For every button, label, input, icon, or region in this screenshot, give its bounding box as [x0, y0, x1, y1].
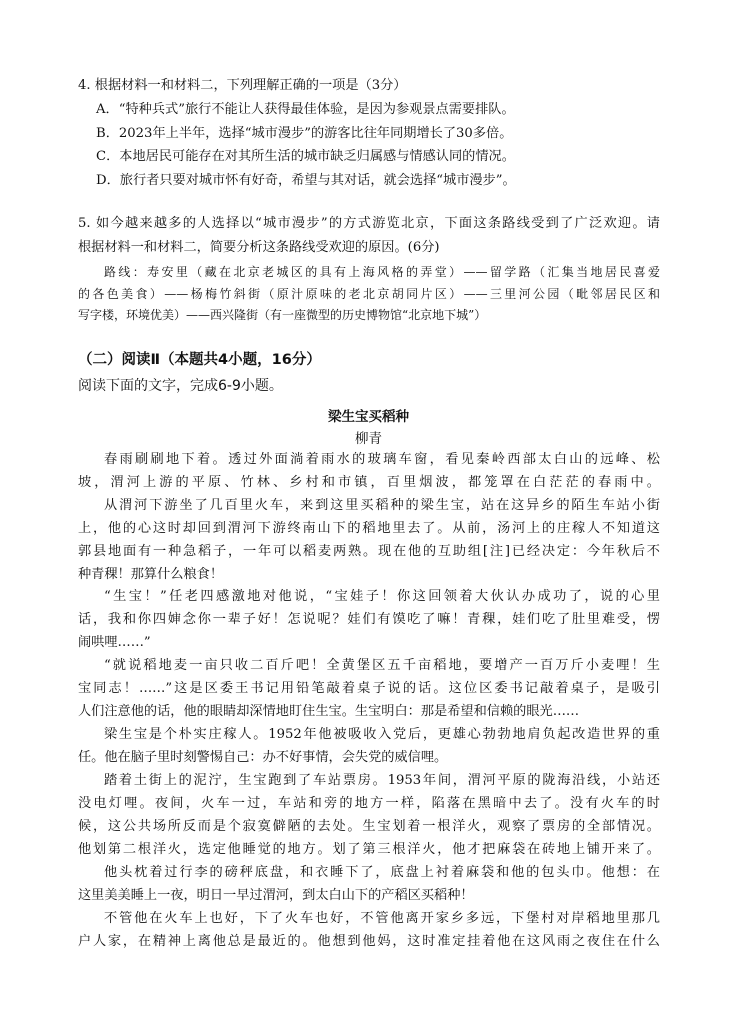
- question-4-option-d: D．旅行者只要对城市怀有好奇，希望与其对话，就会选择“城市漫步”。: [96, 173, 516, 188]
- article-line: 话，我和你四婶念你一辈子好！怎说呢？娃们有馍吃了嘛！青稞，娃们吃了肚里难受，愣: [78, 612, 660, 627]
- article-line: 从渭河下游坐了几百里火车，来到这里买稻种的梁生宝，站在这异乡的陌生车站小街: [104, 498, 660, 513]
- section-intro: 阅读下面的文字，完成6-9小题。: [78, 378, 283, 394]
- article-line: 坡，渭河上游的平原、竹林、乡村和市镇，百里烟波，都笼罩在白茫茫的春雨中。: [78, 475, 660, 490]
- article-line: 候，这公共场所反而是个寂寞僻陋的去处。生宝划着一根洋火，观察了票房的全部情况。: [78, 819, 660, 834]
- article-line: 梁生宝是个朴实庄稼人。1952年他被吸收入党后，更雄心勃勃地肩负起改造世界的重: [104, 727, 660, 742]
- question-5-route-line: 的各色美食）——杨梅竹斜街（原汁原味的老北京胡同片区）——三里河公园（毗邻居民区和: [78, 287, 660, 301]
- article-line: “生宝！”任老四感激地对他说，“宝娃子！你这回领着大伙认办成功了，说的心里: [104, 589, 660, 604]
- question-4-option-c: C．本地居民可能存在对其所生活的城市缺乏归属感与情感认同的情况。: [96, 149, 515, 164]
- article-line: 任。他在脑子里时刻警惕自己：办不好事情，会失党的威信哩。: [78, 750, 448, 765]
- article-line: 他头枕着过行李的磅秤底盘，和衣睡下了，底盘上衬着麻袋和他的包头巾。他想：在: [104, 865, 660, 880]
- article-line: 人们注意他的话，他的眼睛却深情地盯住生宝。生宝明白：那是希望和信赖的眼光……: [78, 704, 580, 719]
- article-line: 郭县地面有一种急稻子，一年可以稻麦两熟。现在他的互助组[注]已经决定：今年秋后不: [78, 544, 660, 559]
- question-4-stem: 4. 根据材料一和材料二，下列理解正确的一项是（3分）: [78, 78, 407, 93]
- article-line: 他划第二根洋火，选定他睡觉的地方。划了第三根洋火，他才把麻袋在砖地上铺开来了。: [78, 842, 660, 857]
- article-line: 种青稞！那算什么粮食！: [78, 567, 224, 582]
- article-line: 上，他的心这时却回到渭河下游终南山下的稻地里去了。从前，汤河上的庄稼人不知道这: [78, 521, 660, 536]
- article-line: 没电灯哩。夜间，火车一过，车站和旁的地方一样，陷落在黑暗中去了。没有火车的时: [78, 796, 660, 811]
- question-5-stem-line: 根据材料一和材料二，简要分析这条路线受欢迎的原因。(6分): [78, 240, 440, 255]
- question-4-option-b: B．2023年上半年，选择“城市漫步”的游客比往年同期增长了30多倍。: [96, 126, 513, 141]
- question-4-option-a: A．“特种兵式”旅行不能让人获得最佳体验，是因为参观景点需要排队。: [96, 102, 515, 117]
- article-line: 这里美美睡上一夜，明日一早过渭河，到太白山下的产稻区买稻种！: [78, 888, 474, 903]
- article-line: 春雨刷刷地下着。透过外面淌着雨水的玻璃车窗，看见秦岭西部太白山的远峰、松: [104, 452, 660, 467]
- section-heading: （二）阅读Ⅱ（本题共4小题，16分）: [78, 352, 321, 368]
- article-title: 梁生宝买稻种: [328, 409, 409, 425]
- article-line: 闹哄哩……”: [78, 635, 151, 650]
- article-line: “就说稻地麦一亩只收二百斤吧！全黄堡区五千亩稻地，要增产一百万斤小麦哩！生: [104, 658, 660, 673]
- article-author: 柳青: [355, 431, 382, 447]
- article-line: 踏着土街上的泥泞，生宝跑到了车站票房。1953年间，渭河平原的陇海沿线，小站还: [104, 773, 660, 788]
- question-5-stem-line: 5. 如今越来越多的人选择以“城市漫步”的方式游览北京，下面这条路线受到了广泛欢迎。请: [78, 216, 660, 231]
- article-line: 不管他在火车上也好，下了火车也好，不管他离开家乡多远，下堡村对岸稻地里那几: [104, 911, 660, 926]
- article-line: 宝同志！……”这是区委王书记用铅笔敲着桌子说的话。这位区委书记敲着桌子，是吸引: [78, 681, 660, 696]
- question-5-route-line: 路线：寿安里（藏在北京老城区的具有上海风格的弄堂）——留学路（汇集当地居民喜爱: [104, 265, 660, 279]
- question-5-route-line: 写字楼，环境优美）——西兴隆街（有一座微型的历史博物馆“北京地下城”）: [78, 308, 487, 322]
- article-line: 户人家，在精神上离他总是最近的。他想到他妈，这时准定挂着他在这风雨之夜住在什么: [78, 934, 660, 949]
